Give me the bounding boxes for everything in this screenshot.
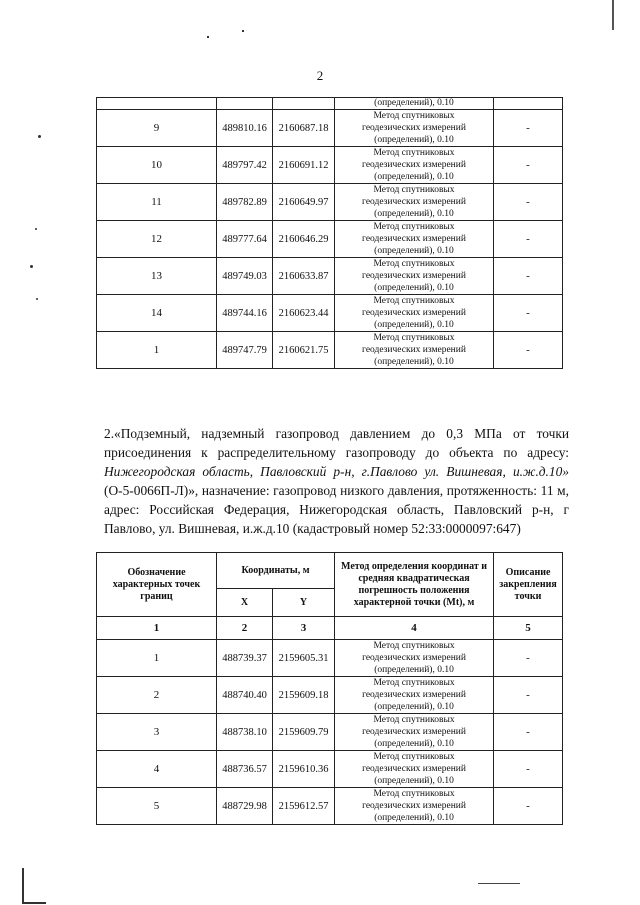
page-number: 2 xyxy=(316,68,324,83)
table-row xyxy=(97,788,563,825)
method-line: Метод спутниковых xyxy=(373,715,455,725)
table-row xyxy=(97,295,563,332)
method-line: (определений), 0.10 xyxy=(374,320,454,330)
cell-number xyxy=(97,98,217,110)
cell-description: - xyxy=(494,110,563,147)
cell-number: 12 xyxy=(97,221,217,258)
cell-method xyxy=(335,640,494,677)
header-number-2: 2 xyxy=(217,617,273,640)
header-number-1: 1 xyxy=(97,617,217,640)
method-line: геодезических измерений xyxy=(362,727,466,737)
method-line: (определений), 0.10 xyxy=(374,702,454,712)
coordinates-table-continued xyxy=(96,97,563,369)
table-row xyxy=(97,640,563,677)
cell-x: 488740.40 xyxy=(217,677,273,714)
cell-method xyxy=(335,751,494,788)
scan-dot xyxy=(35,228,37,230)
description-text-1: 2.«Подземный, надземный газопровод давлением до 0,3 МПа от точки присоединения к распределительному газопроводу до объекта по адресу: xyxy=(104,426,569,460)
cell-description: - xyxy=(494,751,563,788)
method-line: Метод спутниковых xyxy=(373,111,455,121)
cell-x: 488736.57 xyxy=(217,751,273,788)
cell-description: - xyxy=(494,147,563,184)
method-line: геодезических измерений xyxy=(362,345,466,355)
cell-method xyxy=(335,221,494,258)
method-line: геодезических измерений xyxy=(362,764,466,774)
cell-number: 10 xyxy=(97,147,217,184)
cell-y: 2160621.75 xyxy=(273,332,335,369)
table-row-continuation xyxy=(97,98,563,110)
cell-y: 2160633.87 xyxy=(273,258,335,295)
cell-description: - xyxy=(494,714,563,751)
cell-description: - xyxy=(494,184,563,221)
scan-dot xyxy=(242,30,244,32)
cell-y: 2160687.18 xyxy=(273,110,335,147)
cell-method xyxy=(335,295,494,332)
cell-number: 1 xyxy=(97,640,217,677)
method-line: геодезических измерений xyxy=(362,308,466,318)
cell-method xyxy=(335,147,494,184)
method-line: геодезических измерений xyxy=(362,801,466,811)
cell-x: 489749.03 xyxy=(217,258,273,295)
method-line: (определений), 0.10 xyxy=(374,813,454,823)
description-text-2: (О-5-0066П-Л)», назначение: газопровод низкого давления, протяженность: 11 м, адрес: Российская Федерация, Нижегородская область, Павловский р-н, г Павлово, ул. Вишневая, и.ж.д.10 (кадастровый номер 52:33:0000097:647) xyxy=(104,483,569,536)
cell-method xyxy=(335,677,494,714)
cell-y: 2159610.36 xyxy=(273,751,335,788)
cell-description: - xyxy=(494,332,563,369)
cell-x: 488738.10 xyxy=(217,714,273,751)
table-row xyxy=(97,258,563,295)
cell-y: 2160649.97 xyxy=(273,184,335,221)
object-description xyxy=(104,424,569,538)
cell-y xyxy=(273,98,335,110)
method-line: (определений), 0.10 xyxy=(374,739,454,749)
method-line: геодезических измерений xyxy=(362,653,466,663)
method-line: Метод спутниковых xyxy=(373,789,455,799)
table-row xyxy=(97,110,563,147)
method-line: геодезических измерений xyxy=(362,690,466,700)
cell-number: 2 xyxy=(97,677,217,714)
method-line: Метод спутниковых xyxy=(373,259,455,269)
cell-description xyxy=(494,98,563,110)
cell-description: - xyxy=(494,295,563,332)
cell-method xyxy=(335,788,494,825)
header-y: Y xyxy=(273,589,335,617)
method-line: Метод спутниковых xyxy=(373,185,455,195)
cell-method: (определений), 0.10 xyxy=(335,98,494,110)
method-line: (определений), 0.10 xyxy=(374,283,454,293)
cell-method xyxy=(335,714,494,751)
cell-number: 14 xyxy=(97,295,217,332)
method-line: Метод спутниковых xyxy=(373,641,455,651)
method-line: Метод спутниковых xyxy=(373,678,455,688)
cell-x: 488729.98 xyxy=(217,788,273,825)
method-line: геодезических измерений xyxy=(362,197,466,207)
cell-method xyxy=(335,184,494,221)
cell-number: 5 xyxy=(97,788,217,825)
cell-description: - xyxy=(494,640,563,677)
header-point-designation: Обозначение характерных точек границ xyxy=(97,553,217,617)
header-method: Метод определения координат и средняя квадратическая погрешность положения характерной точки (Mt), м xyxy=(335,553,494,617)
cell-number: 13 xyxy=(97,258,217,295)
method-line: (определений), 0.10 xyxy=(374,209,454,219)
table-row xyxy=(97,677,563,714)
method-line: Метод спутниковых xyxy=(373,296,455,306)
method-line: (определений), 0.10 xyxy=(374,665,454,675)
header-description: Описание закрепления точки xyxy=(494,553,563,617)
method-line: (определений), 0.10 xyxy=(374,135,454,145)
scan-line xyxy=(478,883,520,884)
cell-x: 489810.16 xyxy=(217,110,273,147)
cell-y: 2160691.12 xyxy=(273,147,335,184)
method-line: (определений), 0.10 xyxy=(374,776,454,786)
method-line: (определений), 0.10 xyxy=(374,246,454,256)
description-address-italic: Нижегородская область, Павловский р-н, г.Павлово ул. Вишневая, и.ж.д.10» xyxy=(104,464,569,479)
header-number-4: 4 xyxy=(335,617,494,640)
method-line: геодезических измерений xyxy=(362,234,466,244)
scan-dot xyxy=(207,36,209,38)
cell-x: 489777.64 xyxy=(217,221,273,258)
cell-x: 489782.89 xyxy=(217,184,273,221)
scan-dot xyxy=(36,298,38,300)
cell-number: 1 xyxy=(97,332,217,369)
cell-y: 2160623.44 xyxy=(273,295,335,332)
scan-dot xyxy=(30,265,33,268)
cell-method xyxy=(335,332,494,369)
method-line: геодезических измерений xyxy=(362,160,466,170)
header-number-3: 3 xyxy=(273,617,335,640)
method-line: геодезических измерений xyxy=(362,271,466,281)
cell-description: - xyxy=(494,677,563,714)
cell-y: 2159609.79 xyxy=(273,714,335,751)
method-line: геодезических измерений xyxy=(362,123,466,133)
scan-edge-line xyxy=(612,0,614,30)
table-row xyxy=(97,184,563,221)
cell-x xyxy=(217,98,273,110)
cell-y: 2160646.29 xyxy=(273,221,335,258)
method-line: Метод спутниковых xyxy=(373,222,455,232)
cell-x: 489747.79 xyxy=(217,332,273,369)
method-line: Метод спутниковых xyxy=(373,752,455,762)
scan-dot xyxy=(38,135,41,138)
cell-method xyxy=(335,110,494,147)
header-number-5: 5 xyxy=(494,617,563,640)
cell-y: 2159609.18 xyxy=(273,677,335,714)
cell-number: 9 xyxy=(97,110,217,147)
cell-description: - xyxy=(494,788,563,825)
cell-description: - xyxy=(494,258,563,295)
cell-y: 2159612.57 xyxy=(273,788,335,825)
method-line: (определений), 0.10 xyxy=(374,172,454,182)
method-line: (определений), 0.10 xyxy=(374,357,454,367)
cell-x: 489744.16 xyxy=(217,295,273,332)
method-line: Метод спутниковых xyxy=(373,148,455,158)
cell-description: - xyxy=(494,221,563,258)
header-coordinates: Координаты, м xyxy=(217,553,335,589)
header-x: X xyxy=(217,589,273,617)
table-row xyxy=(97,751,563,788)
scan-edge-line xyxy=(22,902,46,904)
cell-number: 11 xyxy=(97,184,217,221)
table-row xyxy=(97,714,563,751)
cell-x: 489797.42 xyxy=(217,147,273,184)
table-row xyxy=(97,332,563,369)
scan-edge-line xyxy=(22,868,24,904)
coordinates-table xyxy=(96,552,563,825)
table-row xyxy=(97,221,563,258)
method-line: Метод спутниковых xyxy=(373,333,455,343)
cell-y: 2159605.31 xyxy=(273,640,335,677)
cell-method xyxy=(335,258,494,295)
cell-x: 488739.37 xyxy=(217,640,273,677)
cell-number: 3 xyxy=(97,714,217,751)
table-row xyxy=(97,147,563,184)
cell-number: 4 xyxy=(97,751,217,788)
